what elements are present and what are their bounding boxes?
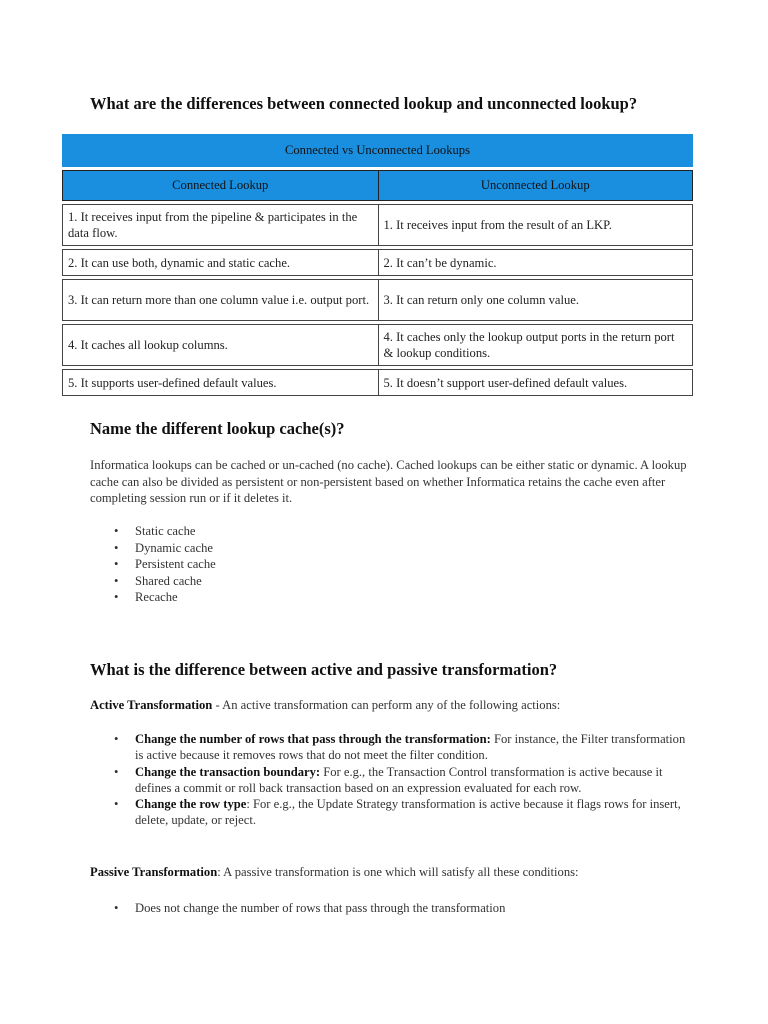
- table-cell: 2. It can use both, dynamic and static cache.: [62, 249, 378, 276]
- table-row: [62, 279, 693, 321]
- list-item: • Recache: [114, 590, 178, 605]
- table-row: [62, 324, 693, 366]
- heading-lookup-differences: What are the differences between connected lookup and unconnected lookup?: [90, 94, 638, 113]
- bullet-icon: •: [114, 540, 119, 555]
- list-item: • Dynamic cache: [114, 540, 213, 555]
- active-actions-list: [90, 731, 690, 829]
- heading-active-passive: What is the difference between active and passive transformation?: [90, 660, 558, 679]
- table-row: [62, 369, 693, 396]
- bullet-icon: •: [114, 797, 119, 812]
- bullet-icon: •: [114, 901, 119, 915]
- active-transformation-paragraph: Active Transformation - An active transformation can perform any of the following actions:: [90, 698, 561, 712]
- cache-types-list: [90, 523, 690, 606]
- table-cell: 2. It can’t be dynamic.: [378, 249, 694, 276]
- bullet-icon: •: [114, 557, 119, 572]
- table-cell: 3. It can return only one column value.: [378, 279, 694, 321]
- active-transformation-label: Active Transformation: [90, 698, 213, 712]
- bullet-icon: •: [114, 764, 119, 779]
- header-unconnected-lookup: Unconnected Lookup: [378, 170, 694, 201]
- passive-conditions-list: [90, 900, 690, 917]
- table-cell: 1. It receives input from the result of an LKP.: [378, 204, 694, 246]
- list-item: • Change the transaction boundary: For e.g., the Transaction Control transformation is active because it defines a commit or roll back transaction based on an expression evaluated for each row.: [114, 764, 663, 795]
- table-header-row: [62, 170, 693, 201]
- header-connected-lookup: Connected Lookup: [62, 170, 378, 201]
- table-row: [62, 204, 693, 246]
- table-cell: 3. It can return more than one column value i.e. output port.: [62, 279, 378, 321]
- lookup-comparison-table: [62, 131, 693, 399]
- list-item: • Does not change the number of rows that pass through the transformation: [114, 901, 506, 915]
- table-cell: 4. It caches only the lookup output ports in the return port & lookup conditions.: [378, 324, 694, 366]
- bullet-icon: •: [114, 590, 119, 605]
- bullet-icon: •: [114, 732, 119, 746]
- table-row: [62, 249, 693, 276]
- cache-paragraph: Informatica lookups can be cached or un-cached (no cache). Cached lookups can be either static or dynamic. A lookup cache can also be divided as persistent or non-persistent based on whether Informatica retains the cache even after completing session run or if it deletes it.: [90, 458, 687, 505]
- list-item: • Persistent cache: [114, 557, 216, 572]
- passive-transformation-label: Passive Transformation: [90, 865, 218, 879]
- bullet-icon: •: [114, 573, 119, 588]
- table-cell: 5. It supports user-defined default values.: [62, 369, 378, 396]
- table-title-row: [62, 134, 693, 167]
- heading-lookup-caches: Name the different lookup cache(s)?: [90, 419, 345, 438]
- list-item: • Change the number of rows that pass through the transformation: For instance, the Filter transformation is active because it removes rows that do not meet the filter condition.: [114, 732, 686, 763]
- bullet-icon: •: [114, 524, 119, 538]
- table-cell: 4. It caches all lookup columns.: [62, 324, 378, 366]
- table-title: Connected vs Unconnected Lookups: [62, 134, 693, 167]
- table-cell: 1. It receives input from the pipeline & participates in the data flow.: [62, 204, 378, 246]
- list-item: • Static cache: [114, 524, 196, 538]
- passive-transformation-paragraph: Passive Transformation: A passive transformation is one which will satisfy all these conditions:: [90, 865, 579, 879]
- table-cell: 5. It doesn’t support user-defined default values.: [378, 369, 694, 396]
- list-item: • Change the row type: For e.g., the Update Strategy transformation is active because it flags rows for insert, delete, update, or reject.: [114, 797, 681, 828]
- list-item: • Shared cache: [114, 573, 202, 588]
